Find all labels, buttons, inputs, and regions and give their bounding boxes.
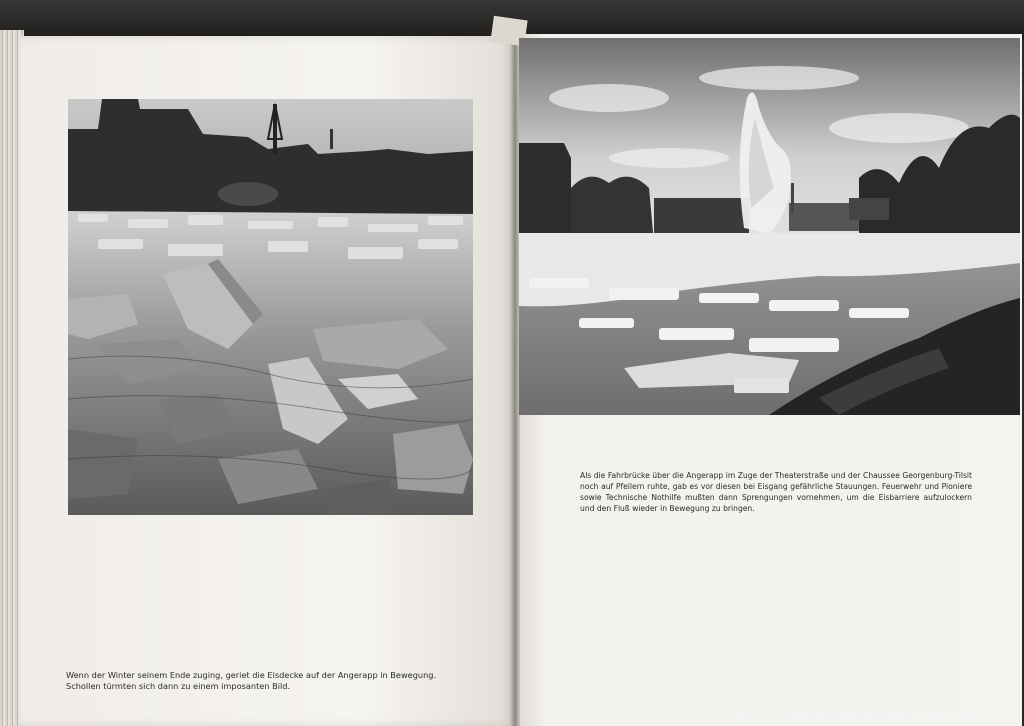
ice-blasting-photo [519,38,1020,415]
ice-floes-photo [68,99,473,515]
site-watermark: HTTP://WWW.CHERNYAHOVSK.COM [736,710,981,724]
left-page-caption: Wenn der Winter seinem Ende zuging, geriet die Eisdecke auf der Angerapp in Bewegung. Schollen türmten sich dann zu einem imposanten Bild. [66,670,437,691]
right-page-caption: Als die Fahrbrücke über die Angerapp im Zuge der Theaterstraße und der Chaussee Georgenburg-Tilsit noch auf Pfeilern ruhte, gab es vor diesen bei Eisgang gefährliche Stauungen. Feuerwehr und Pioniere sowie Technische Nothilfe mußten dann Sprengungen vornehmen, um die Eisbarriere aufzulockern und den Fluß wieder in Bewegung zu bringen. [580,471,972,513]
